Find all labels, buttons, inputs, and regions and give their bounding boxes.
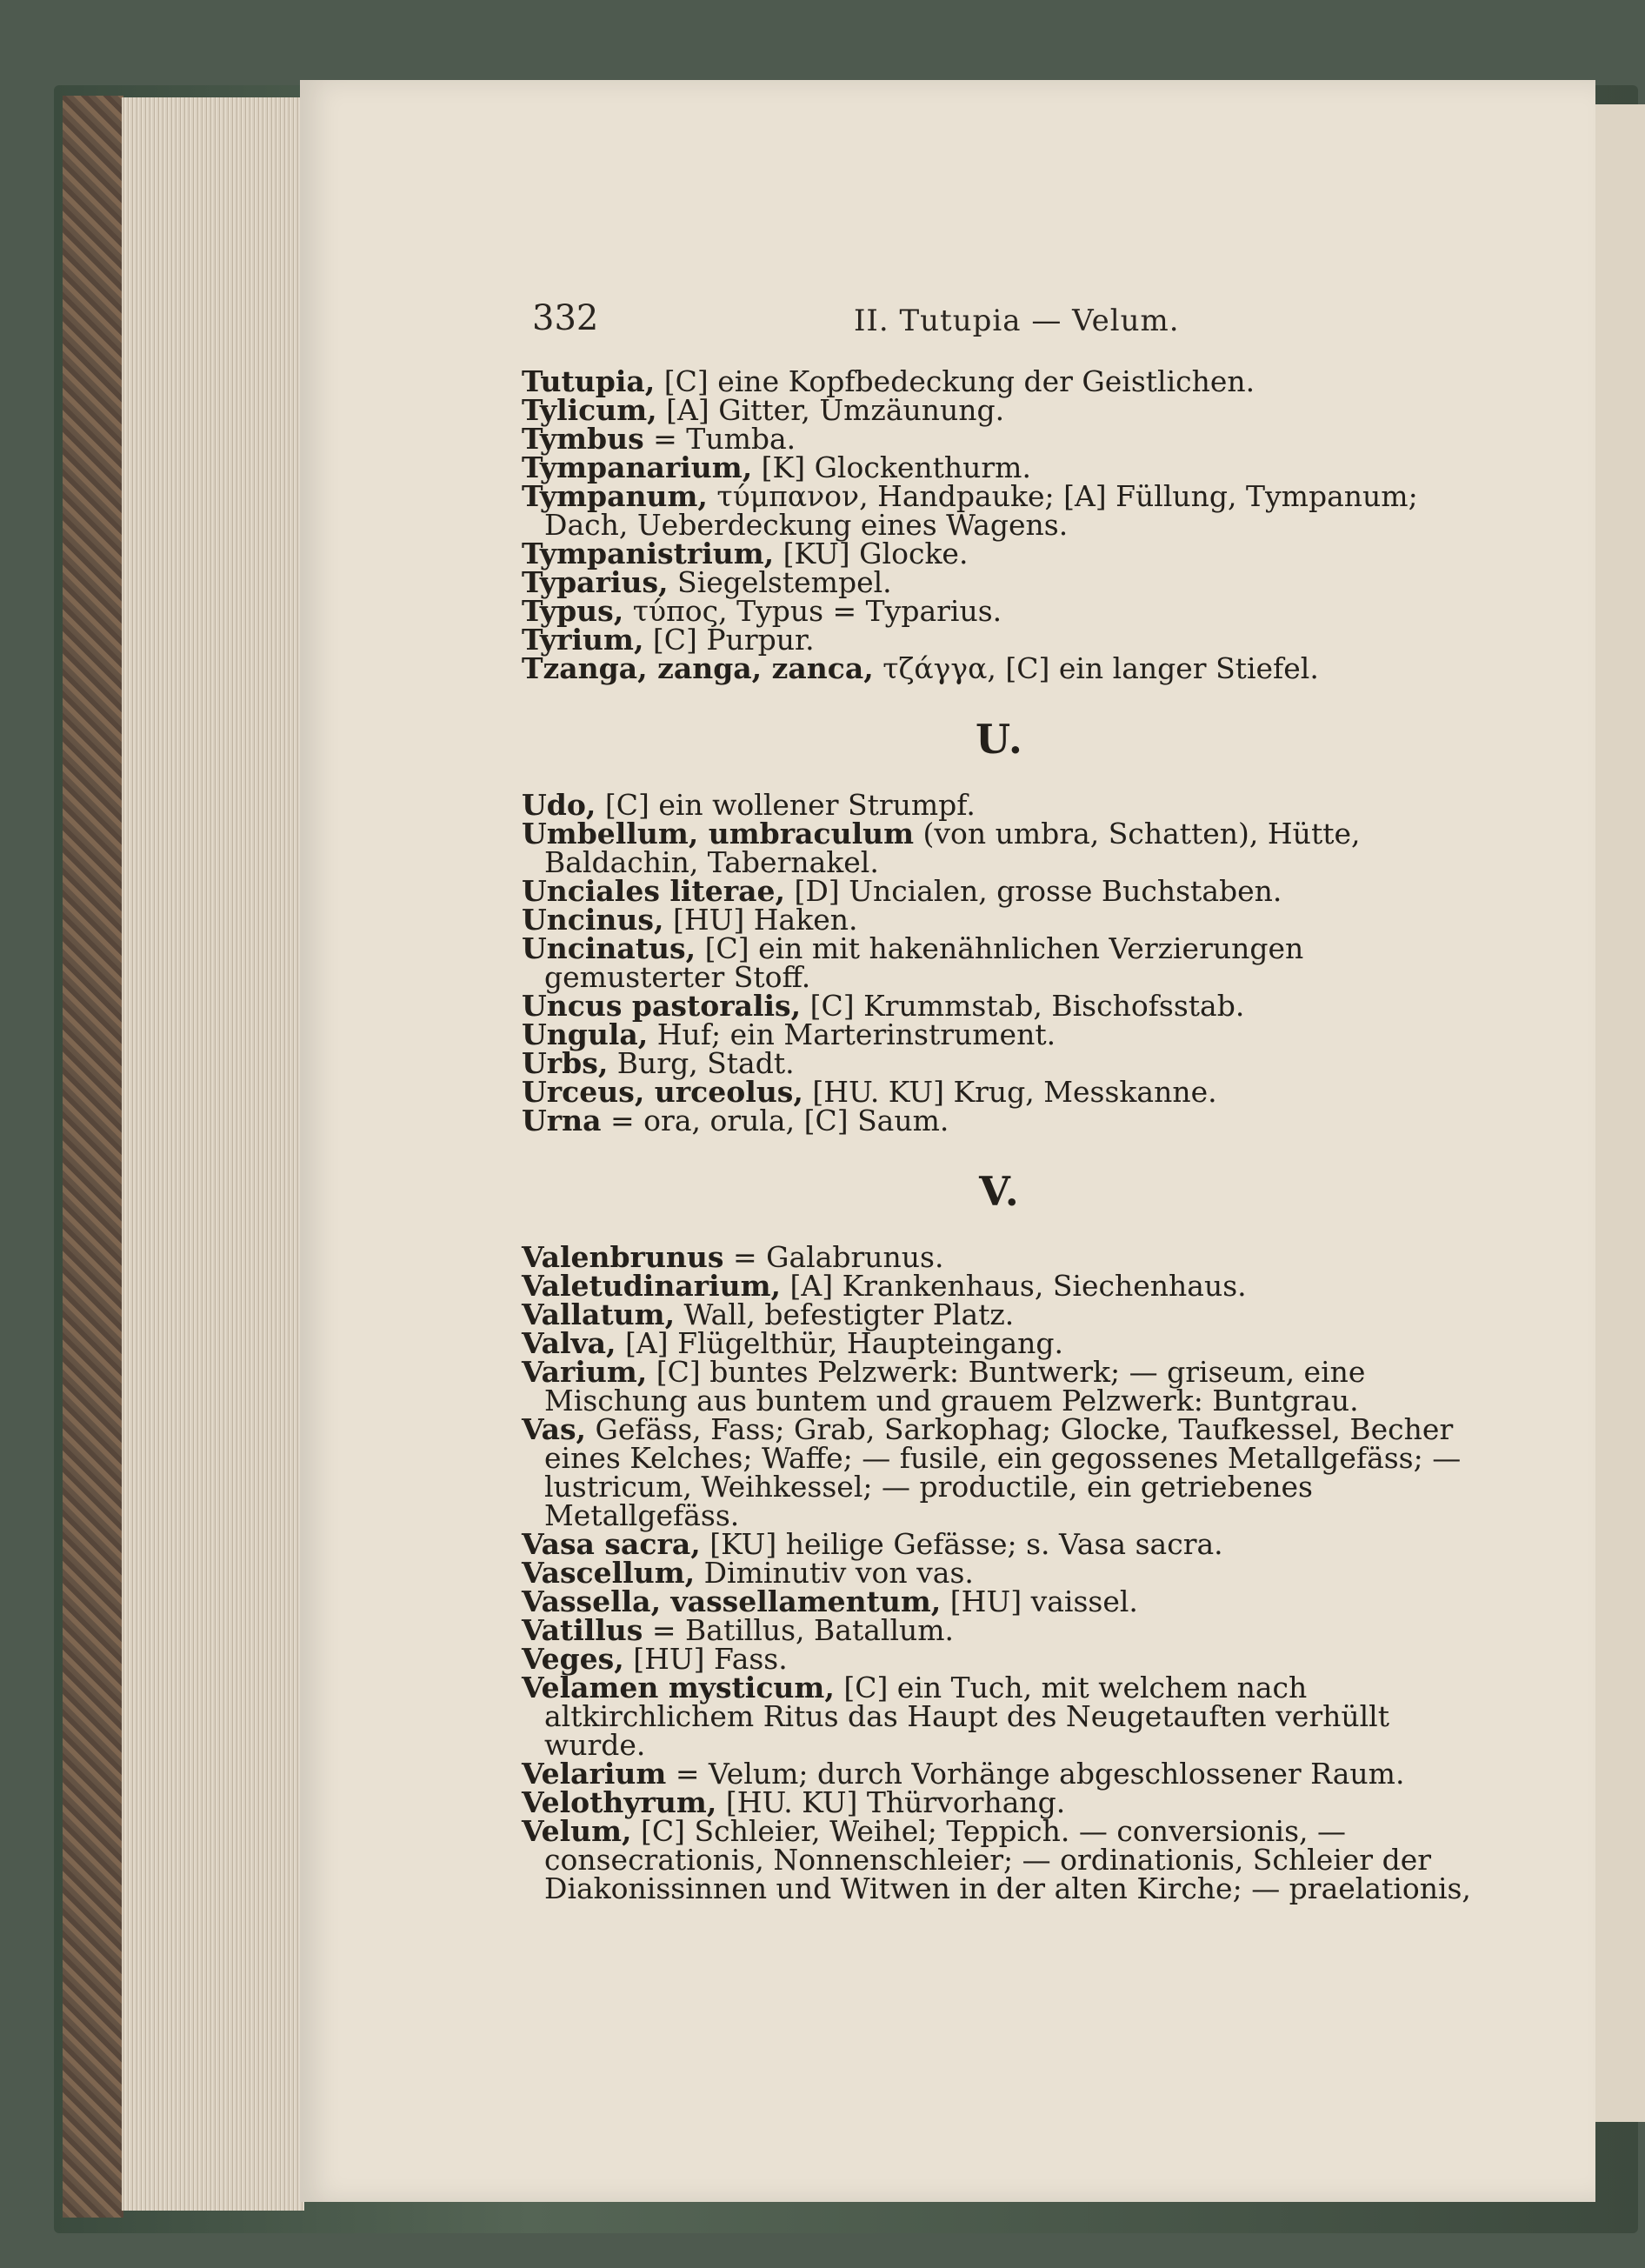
letter-heading: V.	[979, 1168, 1021, 1215]
entry-headword: Veges,	[522, 1642, 624, 1676]
dictionary-entry	[522, 1584, 1478, 1618]
dictionary-entry	[522, 1017, 1478, 1051]
entry-definition: [C] Krummstab, Bischofsstab.	[801, 989, 1245, 1023]
dictionary-entry	[522, 1269, 1478, 1303]
entry-definition: [D] Uncialen, grosse Buchstaben.	[784, 874, 1282, 908]
page-number: 332	[532, 298, 599, 338]
entry-headword: Unciales literae,	[522, 874, 785, 908]
entry-definition: τζάγγα, [C] ein langer Stiefel.	[873, 651, 1319, 685]
dictionary-entry	[522, 1106, 1478, 1135]
dictionary-entry	[522, 819, 1478, 877]
dictionary-entry	[522, 623, 1478, 657]
entry-headword: Tymbus	[522, 422, 644, 456]
entry-headword: Tyrium,	[522, 623, 644, 657]
entry-definition: τύπος, Typus = Typarius.	[623, 594, 1002, 628]
entry-headword: Udo,	[522, 788, 596, 822]
entry-headword: Valva,	[522, 1326, 616, 1360]
entry-headword: Tutupia,	[522, 364, 656, 398]
page-edges	[122, 97, 304, 2211]
entry-definition: [C] ein Tuch, mit welchem nach altkirchlichem Ritus das Haupt des Neugetauften verhüllt wurde.	[544, 1671, 1390, 1762]
dictionary-entry	[522, 1240, 1478, 1274]
entry-definition: [HU. KU] Thürvorhang.	[716, 1785, 1066, 1819]
entry-headword: Vatillus	[522, 1613, 643, 1647]
running-title: II. Tutupia — Velum.	[854, 304, 1180, 338]
entry-headword: Urna	[522, 1104, 602, 1137]
entry-headword: Umbellum, umbraculum	[522, 817, 915, 850]
entry-definition: = Batillus, Batallum.	[643, 1613, 955, 1647]
dictionary-entry	[522, 1297, 1478, 1331]
entry-headword: Vascellum,	[522, 1556, 696, 1590]
dictionary-entry	[522, 989, 1478, 1023]
entry-headword: Vasa sacra,	[522, 1527, 701, 1561]
dictionary-entry	[522, 1757, 1478, 1791]
entry-headword: Uncinus,	[522, 903, 664, 937]
entry-headword: Vallatum,	[522, 1297, 676, 1331]
entry-definition: [KU] Glocke.	[774, 537, 969, 570]
dictionary-entry	[522, 788, 1478, 822]
entry-headword: Tzanga, zanga, zanca,	[522, 651, 874, 685]
entry-definition: [C] Purpur.	[643, 623, 815, 657]
entry-definition: = Velum; durch Vorhänge abgeschlossener Raum.	[666, 1757, 1405, 1791]
letter-heading: U.	[976, 716, 1024, 763]
entry-definition: Burg, Stadt.	[608, 1046, 795, 1080]
dictionary-entry	[522, 1671, 1478, 1762]
dictionary-entry	[522, 450, 1478, 484]
entry-definition: [HU] vaissel.	[941, 1584, 1138, 1618]
entry-definition: = Galabrunus.	[723, 1240, 944, 1274]
entry-definition: Wall, befestigter Platz.	[675, 1297, 1015, 1331]
dictionary-entry	[522, 1642, 1478, 1676]
dictionary-entry	[522, 393, 1478, 427]
dictionary-entry	[522, 931, 1478, 994]
dictionary-entry	[522, 1814, 1478, 1905]
entry-headword: Tympanarium,	[522, 450, 753, 484]
entry-definition: Siegelstempel.	[668, 565, 892, 599]
dictionary-entry	[522, 651, 1478, 685]
entry-headword: Tylicum,	[522, 393, 657, 427]
entry-definition: [C] eine Kopfbedeckung der Geistlichen.	[655, 364, 1255, 398]
running-head	[532, 298, 1193, 342]
dictionary-entry	[522, 1527, 1478, 1561]
dictionary-entry	[522, 1326, 1478, 1360]
entry-headword: Velarium	[522, 1757, 667, 1791]
entry-headword: Typarius,	[522, 565, 669, 599]
entry-headword: Varium,	[522, 1355, 648, 1389]
entry-definition: [A] Krankenhaus, Siechenhaus.	[781, 1269, 1247, 1303]
next-page-edge	[1595, 104, 1645, 2122]
entry-definition: [C] ein wollener Strumpf.	[596, 788, 976, 822]
entry-headword: Valenbrunus	[522, 1240, 724, 1274]
dictionary-entry	[522, 1046, 1478, 1080]
dictionary-entry	[522, 422, 1478, 456]
dictionary-entry	[522, 1075, 1478, 1109]
entry-definition: = Tumba.	[643, 422, 796, 456]
dictionary-entry	[522, 903, 1478, 937]
entry-definition: [K] Glockenthurm.	[752, 450, 1031, 484]
entry-definition: Gefäss, Fass; Grab, Sarkophag; Glocke, Taufkessel, Becher eines Kelches; Waffe; — fusile, ein gegossenes Metallgefäss; — lustricum, Weihkessel; — productile, ein getriebenes Metallgefäss.	[544, 1412, 1462, 1532]
dictionary-entry	[522, 364, 1478, 398]
dictionary-entry	[522, 1412, 1478, 1532]
entry-definition: τύμπανον, Handpauke; [A] Füllung, Tympanum; Dach, Ueberdeckung eines Wagens.	[544, 479, 1418, 542]
entry-definition: [KU] heilige Gefässe; s. Vasa sacra.	[700, 1527, 1223, 1561]
entry-definition: [HU] Haken.	[663, 903, 858, 937]
dictionary-entry	[522, 565, 1478, 599]
dictionary-body	[522, 364, 1478, 1905]
entry-definition: [C] ein mit hakenähnlichen Verzierungen gemusterter Stoff.	[544, 931, 1304, 994]
dictionary-entry	[522, 874, 1478, 908]
dictionary-entry	[522, 1613, 1478, 1647]
entry-headword: Vas,	[522, 1412, 587, 1446]
entry-headword: Valetudinarium,	[522, 1269, 782, 1303]
entry-headword: Vassella, vassellamentum,	[522, 1584, 942, 1618]
entry-definition: [A] Flügelthür, Haupteingang.	[616, 1326, 1064, 1360]
entry-headword: Velum,	[522, 1814, 632, 1848]
entry-definition: [A] Gitter, Umzäunung.	[656, 393, 1005, 427]
entry-headword: Velothyrum,	[522, 1785, 717, 1819]
dictionary-entry	[522, 1556, 1478, 1590]
entry-definition: = ora, orula, [C] Saum.	[601, 1104, 949, 1137]
entry-definition: [HU. KU] Krug, Messkanne.	[803, 1075, 1217, 1109]
book-spine	[63, 96, 123, 2218]
entry-headword: Ungula,	[522, 1017, 649, 1051]
entry-definition: [C] Schleier, Weihel; Teppich. — conversionis, — consecrationis, Nonnenschleier; — ordinationis, Schleier der Diakonissinnen und Witwen in der alten Kirche; — praelationis,	[544, 1814, 1471, 1905]
entry-headword: Urceus, urceolus,	[522, 1075, 803, 1109]
entry-headword: Tympanistrium,	[522, 537, 775, 570]
entry-definition: Huf; ein Marterinstrument.	[648, 1017, 1056, 1051]
entry-headword: Velamen mysticum,	[522, 1671, 835, 1704]
entry-headword: Uncus pastoralis,	[522, 989, 802, 1023]
dictionary-entry	[522, 539, 1478, 568]
dictionary-entry	[522, 594, 1478, 628]
entry-headword: Typus,	[522, 594, 624, 628]
entry-definition: [HU] Fass.	[623, 1642, 788, 1676]
entry-definition: [C] buntes Pelzwerk: Buntwerk; — griseum, eine Mischung aus buntem und grauem Pelzwerk: Buntgrau.	[544, 1355, 1366, 1418]
entry-definition: (von umbra, Schatten), Hütte, Baldachin, Tabernakel.	[544, 817, 1361, 879]
entry-definition: Diminutiv von vas.	[695, 1556, 974, 1590]
entry-headword: Tympanum,	[522, 479, 708, 513]
entry-headword: Uncinatus,	[522, 931, 696, 965]
entry-headword: Urbs,	[522, 1046, 609, 1080]
dictionary-entry	[522, 1785, 1478, 1819]
dictionary-entry	[522, 1355, 1478, 1418]
dictionary-entry	[522, 479, 1478, 542]
